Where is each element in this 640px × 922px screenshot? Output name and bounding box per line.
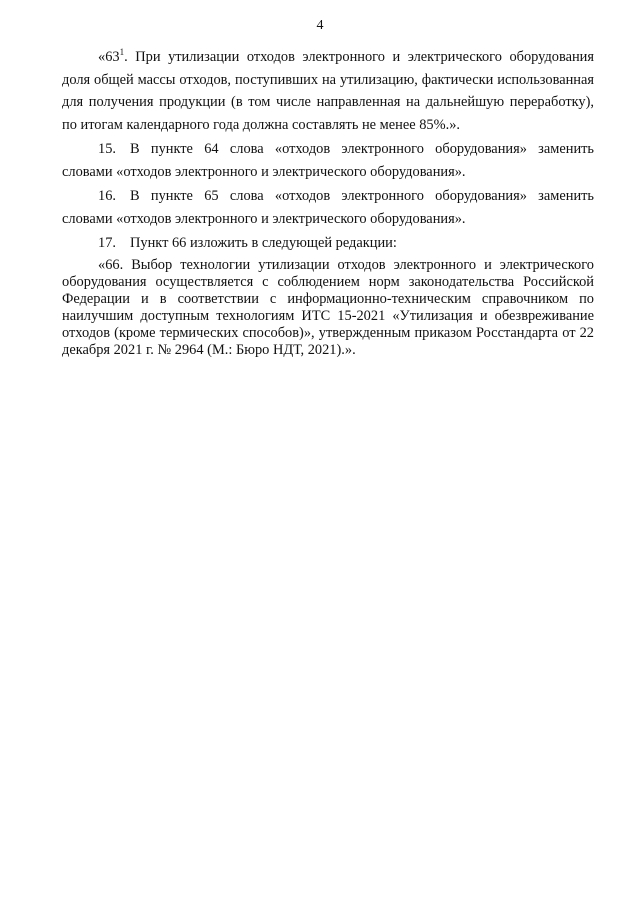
item-15-number: 15.: [98, 141, 116, 157]
paragraph-66: «66. Выбор технологии утилизации отходов электронного и электрического оборудования осуществляется с соблюдением норм законодательства Российской Федерации и в соответствии с информационно-техническим справочником по наилучшим доступным технологиям ИТС 15-2021 «Утилизация и обезвреживание отходов (кроме термических способов)», утвержденным приказом Росстандарта от 22 декабря 2021 г. № 2964 (М.: Бюро НДТ, 2021).».: [62, 256, 594, 358]
item-16-number: 16.: [98, 188, 116, 204]
document-body: [62, 46, 594, 359]
paragraph-63-superscript: 1: [119, 47, 125, 58]
item-17-number: 17.: [98, 235, 116, 251]
item-17-text: Пункт 66 изложить в следующей редакции:: [130, 235, 397, 251]
paragraph-63-prefix: «63: [98, 49, 120, 65]
item-15: [62, 138, 594, 183]
paragraph-63-1: [62, 46, 594, 136]
paragraph-63-text: . При утилизации отходов электронного и электрического оборудования доля общей массы отходов, поступивших на утилизацию, фактически использованная для получения продукции (в том числе направленная на дальнейшую переработку), по итогам календарного года должна составлять не менее 85%.».: [62, 49, 594, 133]
item-16-text: В пункте 65 слова «отходов электронного оборудования» заменить словами «отходов электронного и электрического оборудования».: [62, 188, 594, 227]
item-15-text: В пункте 64 слова «отходов электронного оборудования» заменить словами «отходов электронного и электрического оборудования».: [62, 141, 594, 180]
page-number: 4: [316, 18, 324, 33]
item-16: [62, 185, 594, 230]
item-17: [62, 232, 594, 255]
